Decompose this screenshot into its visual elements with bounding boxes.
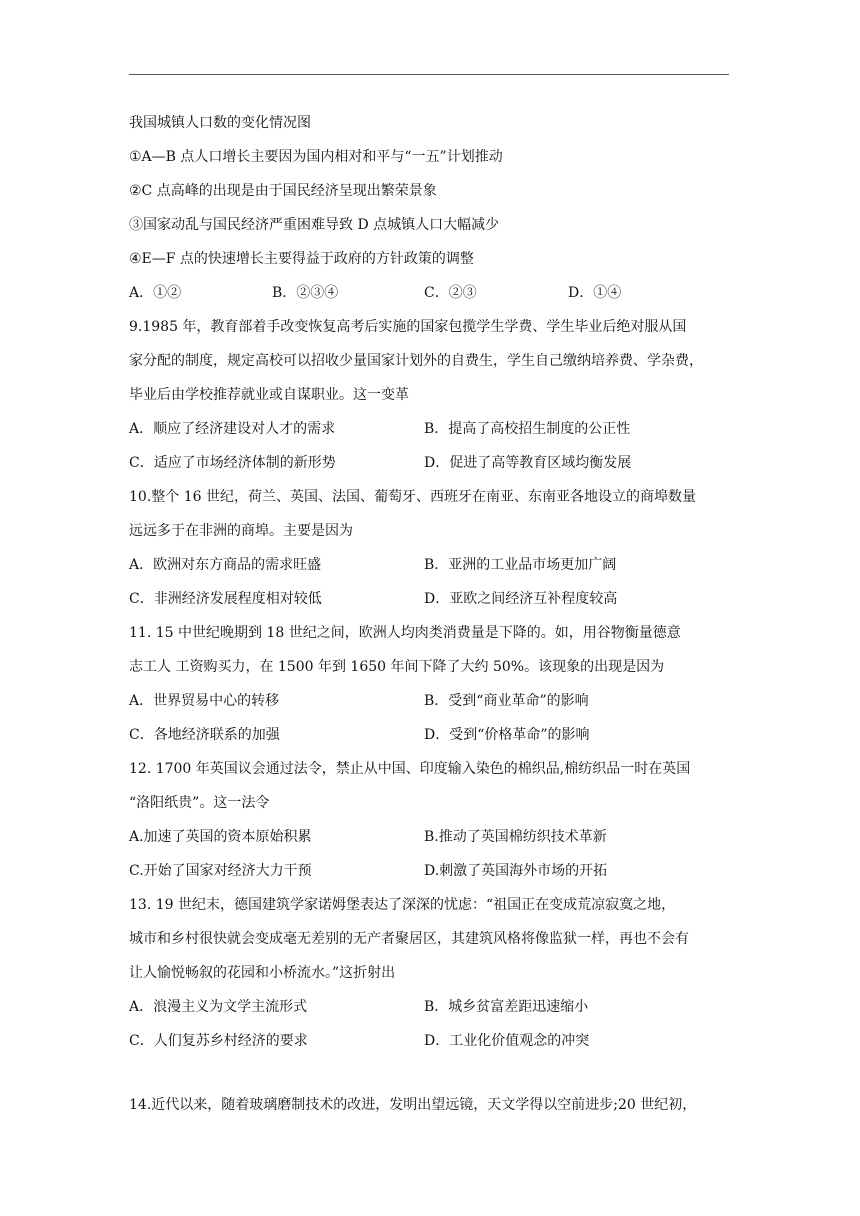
figure-caption: 我国城镇人口数的变化情况图 xyxy=(129,115,311,131)
q12-option-b: B.推动了英国棉纺织技术革新 xyxy=(424,829,607,845)
q13-stem-line-3: 让人愉悦畅叙的花园和小桥流水。”这折射出 xyxy=(129,965,396,981)
q9-stem-line-3: 毕业后由学校推荐就业或自谋职业。这一变革 xyxy=(129,387,409,403)
q12-stem-line-2: “洛阳纸贵”。这一法令 xyxy=(129,795,270,811)
q11-option-b: B．受到“商业革命”的影响 xyxy=(424,693,589,709)
q11-option-a: A．世界贸易中心的转移 xyxy=(129,693,280,709)
q9-option-a: A．顺应了经济建设对人才的需求 xyxy=(129,421,336,437)
q9-stem-line-2: 家分配的制度，规定高校可以招收少量国家计划外的自费生，学生自己缴纳培养费、学杂费， xyxy=(129,353,703,369)
q12-option-a: A.加速了英国的资本原始积累 xyxy=(129,829,312,845)
q9-option-c: C．适应了市场经济体制的新形势 xyxy=(129,455,336,471)
q11-stem-line-2: 志工人 工资购买力，在 1500 年到 1650 年间下降了大约 50%。该现象的出现是因为 xyxy=(129,659,665,675)
q10-stem-line-1: 10.整个 16 世纪，荷兰、英国、法国、葡萄牙、西班牙在南亚、东南亚各地设立的商埠数量 xyxy=(129,489,696,505)
q8-option-d: D．①④ xyxy=(568,285,622,301)
header-rule xyxy=(129,74,729,75)
q8-statement-2: ②C 点高峰的出现是由于国民经济呈现出繁荣景象 xyxy=(129,183,437,199)
q11-stem-line-1: 11. 15 中世纪晚期到 18 世纪之间，欧洲人均肉类消费量是下降的。如，用谷物衡量德意 xyxy=(129,625,681,641)
q9-stem-line-1: 9.1985 年，教育部着手改变恢复高考后实施的国家包揽学生学费、学生毕业后绝对服从国 xyxy=(129,319,687,335)
q8-option-c: C．②③ xyxy=(424,285,477,301)
q12-stem-line-1: 12. 1700 年英国议会通过法令，禁止从中国、印度输入染色的棉织品,棉纺织品一时在英国 xyxy=(129,761,691,777)
q14-stem-line-1: 14.近代以来，随着玻璃磨制技术的改进，发明出望远镜，天文学得以空前进步;20 世纪初， xyxy=(129,1097,697,1113)
q13-option-c: C．人们复苏乡村经济的要求 xyxy=(129,1033,308,1049)
q8-statement-4: ④E—F 点的快速增长主要得益于政府的方针政策的调整 xyxy=(129,251,474,267)
q10-stem-line-2: 远远多于在非洲的商埠。主要是因为 xyxy=(129,523,353,539)
q10-option-d: D．亚欧之间经济互补程度较高 xyxy=(424,591,618,607)
q13-stem-line-1: 13. 19 世纪末，德国建筑学家诺姆堡表达了深深的忧虑：“祖国正在变成荒凉寂寞之地， xyxy=(129,897,676,913)
q8-option-b: B．②③④ xyxy=(272,285,339,301)
q13-option-b: B．城乡贫富差距迅速缩小 xyxy=(424,999,589,1015)
q8-statement-1: ①A—B 点人口增长主要因为国内相对和平与“一五”计划推动 xyxy=(129,149,503,165)
q13-option-a: A．浪漫主义为文学主流形式 xyxy=(129,999,308,1015)
q13-stem-line-2: 城市和乡村很快就会变成毫无差别的无产者聚居区，其建筑风格将像监狱一样，再也不会有 xyxy=(129,931,689,947)
q9-option-d: D．促进了高等教育区域均衡发展 xyxy=(424,455,632,471)
q11-option-d: D．受到“价格革命”的影响 xyxy=(424,727,590,743)
q12-option-c: C.开始了国家对经济大力干预 xyxy=(129,863,312,879)
q10-option-b: B．亚洲的工业品市场更加广阔 xyxy=(424,557,617,573)
q13-option-d: D．工业化价值观念的冲突 xyxy=(424,1033,590,1049)
q10-option-c: C．非洲经济发展程度相对较低 xyxy=(129,591,322,607)
q8-statement-3: ③国家动乱与国民经济严重困难导致 D 点城镇人口大幅减少 xyxy=(129,217,500,233)
q9-option-b: B．提高了高校招生制度的公正性 xyxy=(424,421,631,437)
q8-option-a: A．①② xyxy=(129,285,182,301)
q11-option-c: C．各地经济联系的加强 xyxy=(129,727,280,743)
q10-option-a: A．欧洲对东方商品的需求旺盛 xyxy=(129,557,322,573)
q12-option-d: D.刺激了英国海外市场的开拓 xyxy=(424,863,608,879)
